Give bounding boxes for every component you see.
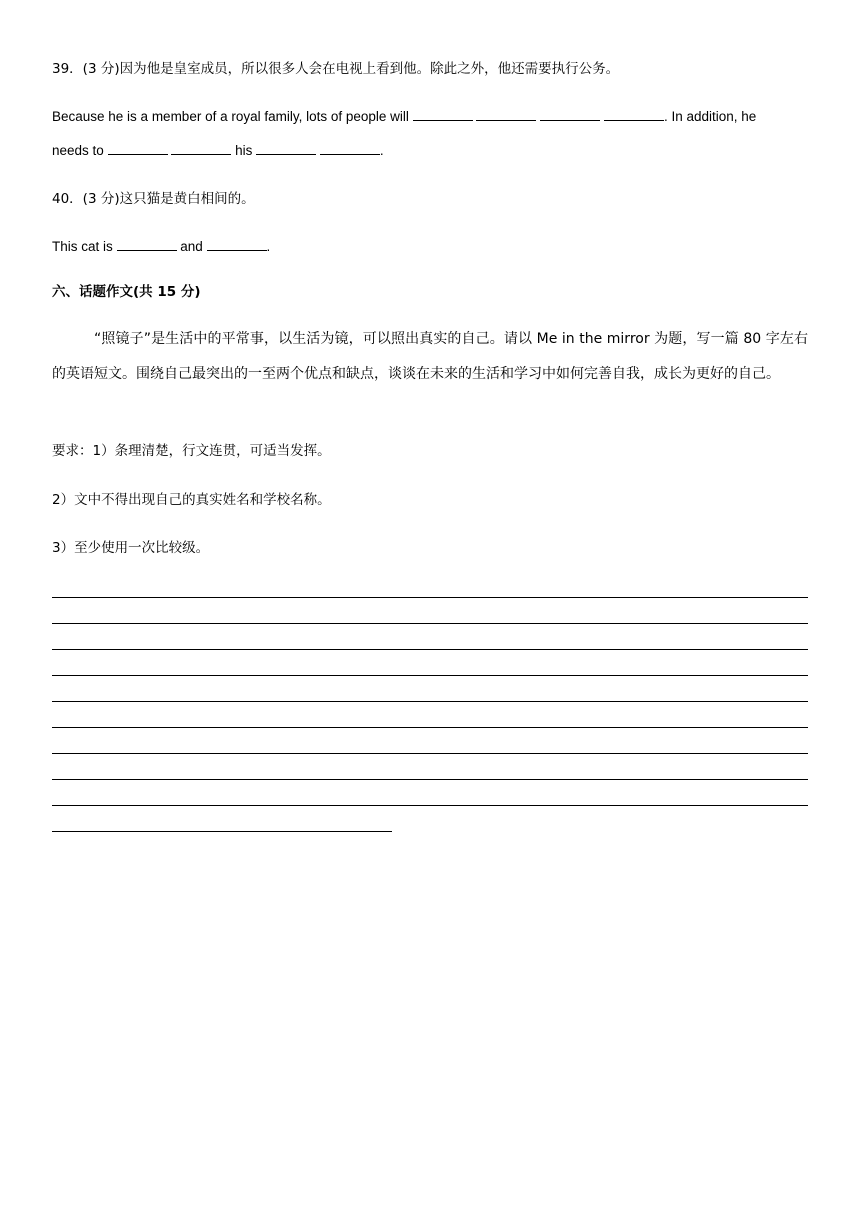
- writing-line-10: [52, 831, 392, 832]
- q39-blank-4[interactable]: [604, 107, 664, 121]
- requirement-3: 3）至少使用一次比较级。: [52, 540, 210, 556]
- requirement-2: 2）文中不得出现自己的真实姓名和学校名称。: [52, 492, 331, 508]
- q39-blank-7[interactable]: [256, 141, 316, 155]
- q40-text-part1: This cat is: [52, 239, 117, 254]
- writing-line-2: [52, 623, 808, 624]
- writing-line-1: [52, 597, 808, 598]
- requirement-1: 要求：1）条理清楚，行文连贯，可适当发挥。: [52, 443, 331, 459]
- q39-text-part3: needs to: [52, 143, 108, 158]
- q39-label: 39．(3 分)因为他是皇室成员，所以很多人会在电视上看到他。除此之外，他还需要执行公务。: [52, 61, 620, 77]
- writing-line-9: [52, 805, 808, 806]
- q39-blank-8[interactable]: [320, 141, 380, 155]
- q39-blank-6[interactable]: [171, 141, 231, 155]
- q39-english-line-1: [52, 107, 756, 127]
- q39-text-part5: .: [379, 143, 384, 158]
- writing-line-4: [52, 675, 808, 676]
- writing-line-8: [52, 779, 808, 780]
- writing-line-3: [52, 649, 808, 650]
- q39-blank-1[interactable]: [413, 107, 473, 121]
- q40-blank-1[interactable]: [117, 237, 177, 251]
- writing-line-6: [52, 727, 808, 728]
- q39-text-part2: . In addition, he: [663, 109, 757, 124]
- q40-english-line: [52, 237, 270, 257]
- q40-blank-2[interactable]: [207, 237, 267, 251]
- writing-line-5: [52, 701, 808, 702]
- q40-text-part2: and: [176, 239, 207, 254]
- section6-prompt: “照镜子”是生活中的平常事，以生活为镜，可以照出真实的自己。请以 Me in the mirror 为题，写一篇 80 字左右的英语短文。围绕自己最突出的一至两个优点和缺点，谈谈在未来的生活和学习中如何完善自我，成长为更好的自己。: [52, 331, 808, 382]
- q39-text-part4: his: [231, 143, 257, 158]
- q39-blank-3[interactable]: [540, 107, 600, 121]
- q40-text-part3: .: [266, 239, 271, 254]
- q39-blank-2[interactable]: [476, 107, 536, 121]
- q39-blank-5[interactable]: [108, 141, 168, 155]
- q40-label: 40．(3 分)这只猫是黄白相间的。: [52, 191, 255, 207]
- writing-line-7: [52, 753, 808, 754]
- q39-text-part1: Because he is a member of a royal family, lots of people will: [52, 109, 413, 124]
- q39-english-line-2: [52, 141, 384, 161]
- section6-heading: 六、话题作文(共 15 分): [52, 284, 201, 300]
